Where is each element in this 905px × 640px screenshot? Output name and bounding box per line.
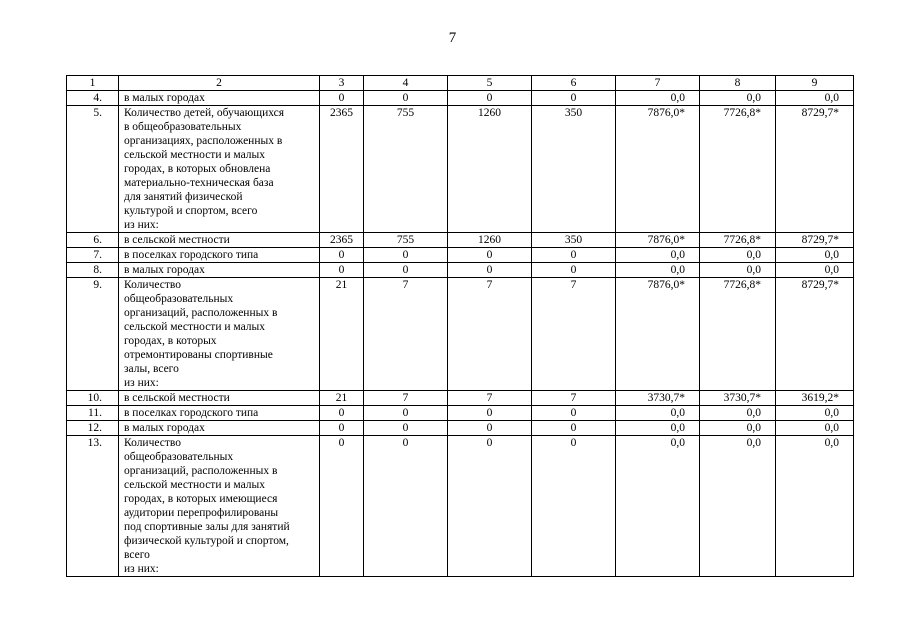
- amount-cell: 0,0: [700, 436, 776, 577]
- count-cell: 755: [364, 106, 448, 233]
- row-description-text: Количество общеобразовательных организаций, расположенных в сельской местности и малых городах, в которых имеющиеся аудитории перепрофилированы под спортивные залы для занятий физической культурой и спортом, всего из них:: [124, 437, 290, 575]
- row-description: [119, 263, 320, 278]
- count-cell: 1260: [448, 106, 532, 233]
- count-cell: 350: [532, 106, 616, 233]
- data-table: [66, 75, 854, 577]
- count-cell: 0: [320, 263, 364, 278]
- row-description-text: Количество общеобразовательных организаций, расположенных в сельской местности и малых городах, в которых отремонтированы спортивные залы, всего из них:: [124, 279, 278, 389]
- amount-cell: 8729,7*: [776, 278, 854, 391]
- amount-cell: 3730,7*: [700, 391, 776, 406]
- table-row: [67, 436, 854, 577]
- row-description-text: в малых городах: [124, 92, 205, 104]
- count-cell: 7: [532, 391, 616, 406]
- table-row: [67, 406, 854, 421]
- count-cell: 0: [364, 263, 448, 278]
- count-cell: 7: [364, 278, 448, 391]
- count-cell: 0: [364, 248, 448, 263]
- amount-cell: 0,0: [776, 91, 854, 106]
- count-cell: 21: [320, 278, 364, 391]
- table-row: [67, 106, 854, 233]
- table-row: [67, 263, 854, 278]
- amount-cell: 0,0: [700, 406, 776, 421]
- row-number: 12.: [67, 421, 119, 436]
- amount-cell: 0,0: [700, 91, 776, 106]
- row-description-text: в поселках городского типа: [124, 407, 259, 419]
- count-cell: 0: [532, 436, 616, 577]
- count-cell: 0: [448, 421, 532, 436]
- row-number: 7.: [67, 248, 119, 263]
- amount-cell: 0,0: [616, 91, 700, 106]
- row-number: 4.: [67, 91, 119, 106]
- table-row: [67, 391, 854, 406]
- count-cell: 0: [320, 421, 364, 436]
- count-cell: 0: [448, 91, 532, 106]
- count-cell: 7: [448, 391, 532, 406]
- count-cell: 0: [364, 406, 448, 421]
- row-number: 10.: [67, 391, 119, 406]
- amount-cell: 0,0: [776, 421, 854, 436]
- column-number-header: 4: [364, 76, 448, 91]
- column-number-header: 5: [448, 76, 532, 91]
- amount-cell: 3619,2*: [776, 391, 854, 406]
- amount-cell: 0,0: [776, 406, 854, 421]
- count-cell: 0: [532, 406, 616, 421]
- row-description: [119, 436, 320, 577]
- column-number-header: 3: [320, 76, 364, 91]
- row-number: 5.: [67, 106, 119, 233]
- amount-cell: 0,0: [616, 421, 700, 436]
- count-cell: 0: [532, 421, 616, 436]
- row-description-text: в сельской местности: [124, 234, 230, 246]
- amount-cell: 3730,7*: [616, 391, 700, 406]
- count-cell: 21: [320, 391, 364, 406]
- count-cell: 0: [448, 436, 532, 577]
- count-cell: 0: [448, 248, 532, 263]
- count-cell: 1260: [448, 233, 532, 248]
- column-number-header: 8: [700, 76, 776, 91]
- row-description: [119, 406, 320, 421]
- amount-cell: 0,0: [616, 436, 700, 577]
- count-cell: 0: [364, 421, 448, 436]
- row-description: [119, 248, 320, 263]
- row-number: 11.: [67, 406, 119, 421]
- amount-cell: 7876,0*: [616, 106, 700, 233]
- count-cell: 7: [364, 391, 448, 406]
- amount-cell: 0,0: [776, 436, 854, 577]
- count-cell: 350: [532, 233, 616, 248]
- count-cell: 0: [448, 406, 532, 421]
- page-number: 7: [448, 30, 457, 46]
- count-cell: 0: [532, 248, 616, 263]
- amount-cell: 0,0: [700, 421, 776, 436]
- amount-cell: 0,0: [776, 248, 854, 263]
- row-description: [119, 233, 320, 248]
- row-description: [119, 421, 320, 436]
- row-description: [119, 391, 320, 406]
- amount-cell: 0,0: [616, 248, 700, 263]
- row-description-text: в поселках городского типа: [124, 249, 259, 261]
- amount-cell: 0,0: [700, 263, 776, 278]
- amount-cell: 0,0: [776, 263, 854, 278]
- row-description-text: Количество детей, обучающихся в общеобразовательных организациях, расположенных в сельской местности и малых городах, в которых обновлена материально-техническая база для занятий физической культурой и спортом, всего из них:: [124, 107, 285, 231]
- row-description-text: в малых городах: [124, 264, 205, 276]
- row-number: 9.: [67, 278, 119, 391]
- amount-cell: 0,0: [616, 406, 700, 421]
- count-cell: 755: [364, 233, 448, 248]
- column-number-header: 2: [119, 76, 320, 91]
- count-cell: 0: [532, 263, 616, 278]
- count-cell: 0: [320, 436, 364, 577]
- table-header-row: [67, 76, 854, 91]
- column-number-header: 7: [616, 76, 700, 91]
- table-row: [67, 233, 854, 248]
- count-cell: 0: [364, 91, 448, 106]
- amount-cell: 7876,0*: [616, 278, 700, 391]
- column-number-header: 1: [67, 76, 119, 91]
- row-number: 13.: [67, 436, 119, 577]
- amount-cell: 0,0: [700, 248, 776, 263]
- row-number: 6.: [67, 233, 119, 248]
- count-cell: 0: [320, 406, 364, 421]
- column-number-header: 6: [532, 76, 616, 91]
- row-description-text: в малых городах: [124, 422, 205, 434]
- amount-cell: 7726,8*: [700, 106, 776, 233]
- table-row: [67, 421, 854, 436]
- count-cell: 0: [448, 263, 532, 278]
- count-cell: 0: [364, 436, 448, 577]
- table-row: [67, 91, 854, 106]
- column-number-header: 9: [776, 76, 854, 91]
- count-cell: 7: [448, 278, 532, 391]
- row-description: [119, 91, 320, 106]
- amount-cell: 8729,7*: [776, 106, 854, 233]
- row-description: [119, 278, 320, 391]
- table-row: [67, 278, 854, 391]
- amount-cell: 8729,7*: [776, 233, 854, 248]
- amount-cell: 7726,8*: [700, 233, 776, 248]
- row-number: 8.: [67, 263, 119, 278]
- count-cell: 0: [320, 248, 364, 263]
- count-cell: 0: [320, 91, 364, 106]
- row-description: [119, 106, 320, 233]
- count-cell: 7: [532, 278, 616, 391]
- count-cell: 0: [532, 91, 616, 106]
- amount-cell: 0,0: [616, 263, 700, 278]
- table-row: [67, 248, 854, 263]
- count-cell: 2365: [320, 233, 364, 248]
- amount-cell: 7876,0*: [616, 233, 700, 248]
- amount-cell: 7726,8*: [700, 278, 776, 391]
- row-description-text: в сельской местности: [124, 392, 230, 404]
- count-cell: 2365: [320, 106, 364, 233]
